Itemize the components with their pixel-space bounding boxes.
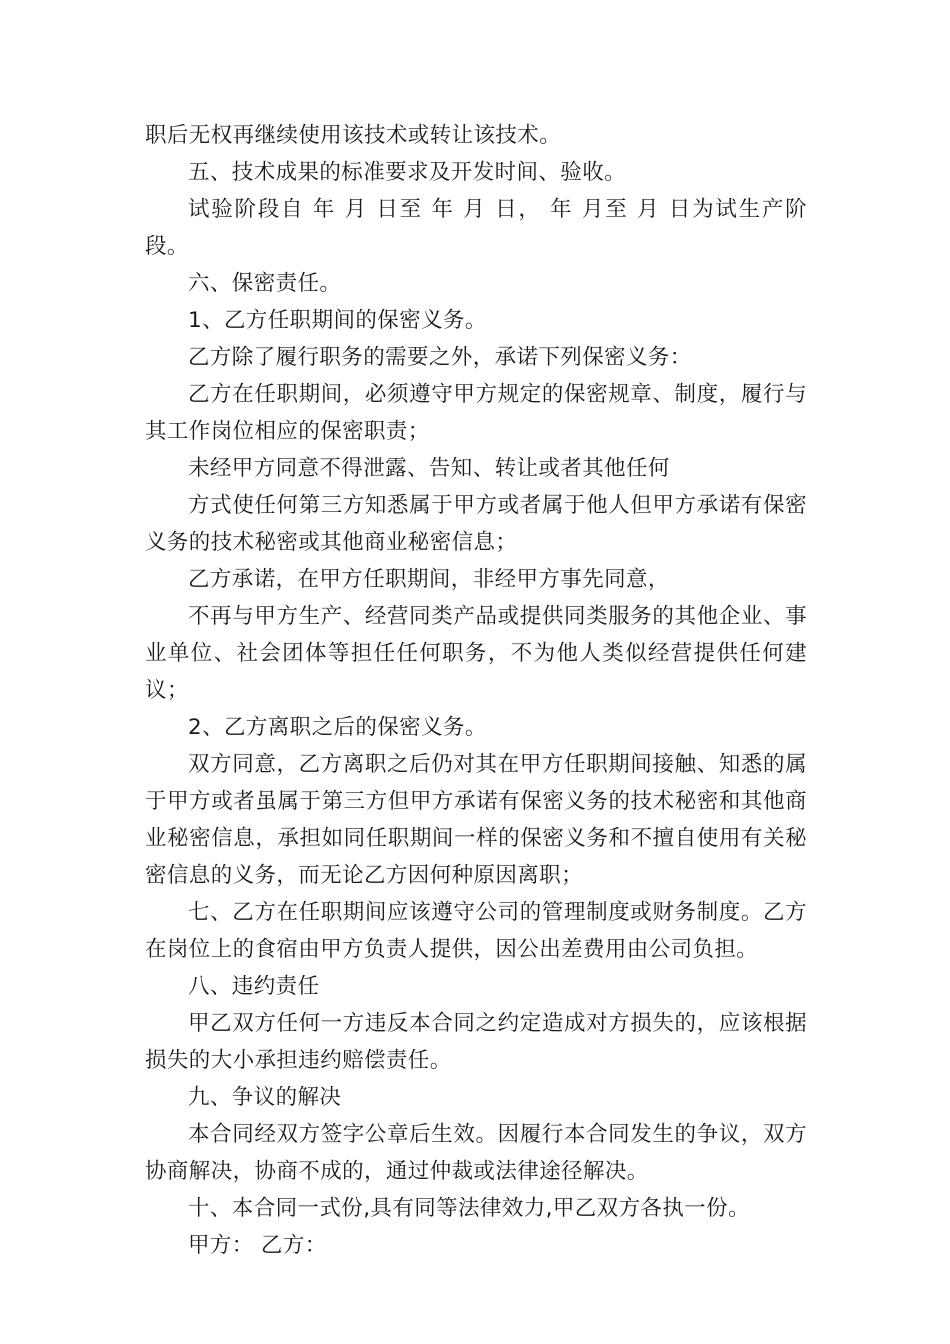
signature-line: 甲方： 乙方： (188, 1233, 327, 1258)
paragraph-trial-period: 试验阶段自 年 月 日至 年 月 日， 年 月至 月 日为试生产阶段。 (145, 197, 807, 259)
paragraph: 不再与甲方生产、经营同类产品或提供同类服务的其他企业、事业单位、社会团体等担任任何职务，不为他人类似经营提供任何建议； (145, 604, 807, 703)
paragraph: 甲乙双方任何一方违反本合同之约定造成对方损失的，应该根据损失的大小承担违约赔偿责任。 (145, 1011, 807, 1073)
paragraph: 未经甲方同意不得泄露、告知、转让或者其他任何 (188, 456, 670, 481)
paragraph-continuation: 职后无权再继续使用该技术或转让该技术。 (145, 123, 562, 148)
paragraph: 乙方除了履行职务的需要之外，承诺下列保密义务： (188, 345, 692, 370)
paragraph: 乙方承诺，在甲方任职期间，非经甲方事先同意， (188, 567, 670, 592)
section-heading-10: 十、本合同一式份,具有同等法律效力,甲乙双方各执一份。 (188, 1196, 750, 1221)
document-body (145, 117, 807, 1264)
paragraph: 方式使任何第三方知悉属于甲方或者属于他人但甲方承诺有保密义务的技术秘密或其他商业秘密信息； (145, 493, 807, 555)
section-heading-8: 八、违约责任 (188, 974, 320, 999)
paragraph: 本合同经双方签字公章后生效。因履行本合同发生的争议，双方协商解决，协商不成的，通过仲裁或法律途径解决。 (145, 1122, 807, 1184)
subsection-heading-2: 2、乙方离职之后的保密义务。 (188, 715, 487, 740)
section-heading-6: 六、保密责任。 (188, 271, 342, 296)
section-heading-5: 五、技术成果的标准要求及开发时间、验收。 (188, 160, 627, 185)
section-heading-9: 九、争议的解决 (188, 1085, 342, 1110)
paragraph: 双方同意，乙方离职之后仍对其在甲方任职期间接触、知悉的属于甲方或者虽属于第三方但甲方承诺有保密义务的技术秘密和其他商业秘密信息，承担如同任职期间一样的保密义务和不擅自使用有关秘密信息的义务，而无论乙方因何种原因离职； (145, 752, 807, 888)
section-heading-7: 七、乙方在任职期间应该遵守公司的管理制度或财务制度。乙方在岗位上的食宿由甲方负责人提供，因公出差费用由公司负担。 (145, 900, 807, 962)
subsection-heading-1: 1、乙方任职期间的保密义务。 (188, 308, 487, 333)
paragraph: 乙方在任职期间，必须遵守甲方规定的保密规章、制度，履行与其工作岗位相应的保密职责； (145, 382, 807, 444)
